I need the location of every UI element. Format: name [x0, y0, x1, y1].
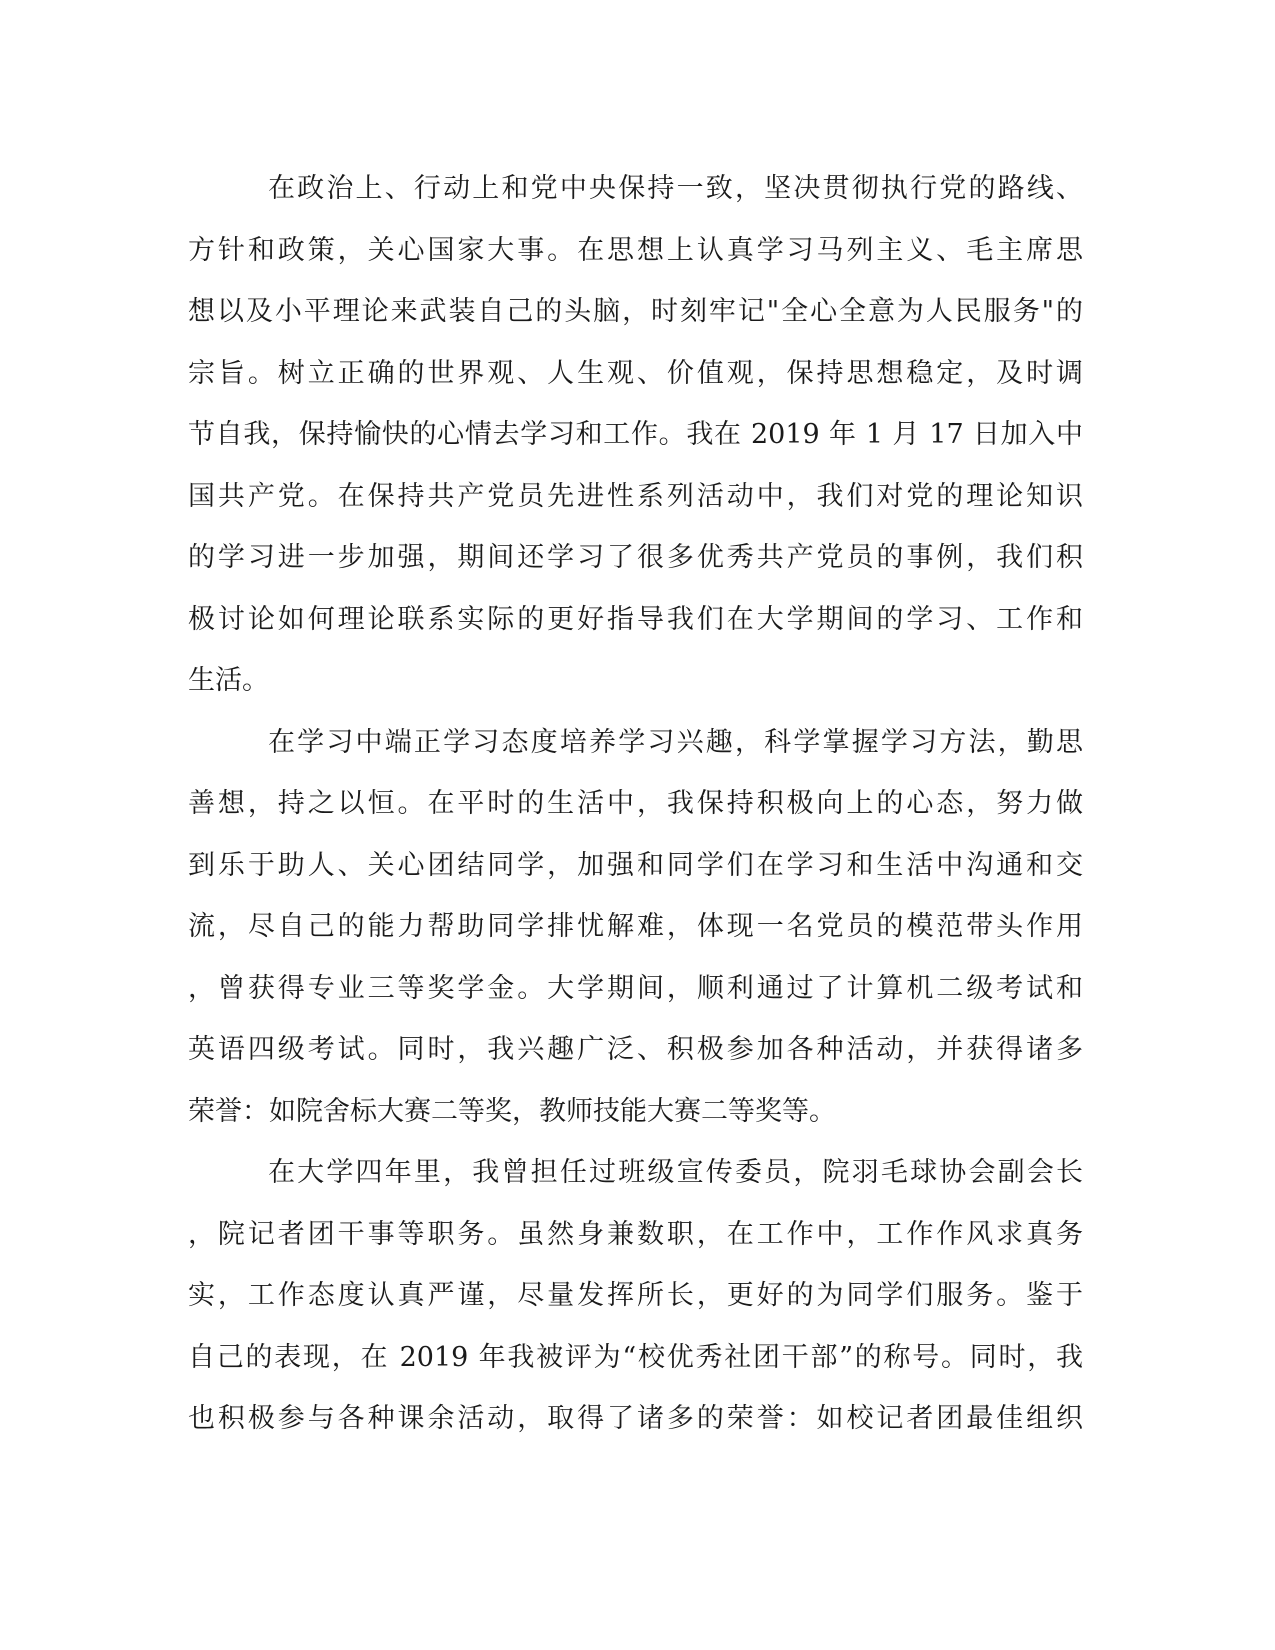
text-line: 善想，持之以恒。在平时的生活中，我保持积极向上的心态，努力做: [188, 788, 1083, 819]
text-line: 在政治上、行动上和党中央保持一致，坚决贯彻执行党的路线、: [268, 173, 1083, 204]
text-line: ，院记者团干事等职务。虽然身兼数职，在工作中，工作作风求真务: [188, 1218, 1083, 1250]
text-line: 宗旨。树立正确的世界观、人生观、价值观，保持思想稳定，及时调: [188, 357, 1083, 389]
text-line: 也积极参与各种课余活动，取得了诸多的荣誉：如校记者团最佳组织: [188, 1403, 1083, 1434]
text-line: ，曾获得专业三等奖学金。大学期间，顺利通过了计算机二级考试和: [188, 972, 1083, 1004]
paragraph-3: [188, 1142, 1083, 1450]
text-line: 生活。: [188, 665, 269, 696]
text-line: 极讨论如何理论联系实际的更好指导我们在大学期间的学习、工作和: [188, 603, 1083, 635]
text-line: 国共产党。在保持共产党员先进性系列活动中，我们对党的理论知识: [188, 480, 1083, 512]
text-line: 的学习进一步加强，期间还学习了很多优秀共产党员的事例，我们积: [188, 542, 1083, 573]
text-line: 在大学四年里，我曾担任过班级宣传委员，院羽毛球协会副会长: [268, 1157, 1083, 1188]
text-line: 在学习中端正学习态度培养学习兴趣，科学掌握学习方法，勤思: [268, 726, 1083, 758]
paragraph-1: [188, 158, 1083, 712]
text-line: 自己的表现，在 2019 年我被评为“校优秀社团干部”的称号。同时，我: [188, 1341, 1083, 1373]
text-line: 流，尽自己的能力帮助同学排忧解难，体现一名党员的模范带头作用: [188, 911, 1083, 942]
text-line: 方针和政策，关心国家大事。在思想上认真学习马列主义、毛主席思: [188, 234, 1083, 266]
text-line: 节自我，保持愉快的心情去学习和工作。我在 2019 年 1 月 17 日加入中: [188, 419, 1083, 450]
text-line: 实，工作态度认真严谨，尽量发挥所长，更好的为同学们服务。鉴于: [188, 1280, 1083, 1311]
text-line: 想以及小平理论来武装自己的头脑，时刻牢记"全心全意为人民服务"的: [188, 296, 1083, 327]
paragraph-2: [188, 712, 1083, 1143]
text-line: 英语四级考试。同时，我兴趣广泛、积极参加各种活动，并获得诸多: [188, 1034, 1083, 1065]
text-line: 到乐于助人、关心团结同学，加强和同学们在学习和生活中沟通和交: [188, 849, 1083, 881]
document-body: [188, 158, 1083, 1450]
text-line: 荣誉：如院舍标大赛二等奖，教师技能大赛二等奖等。: [188, 1095, 836, 1127]
